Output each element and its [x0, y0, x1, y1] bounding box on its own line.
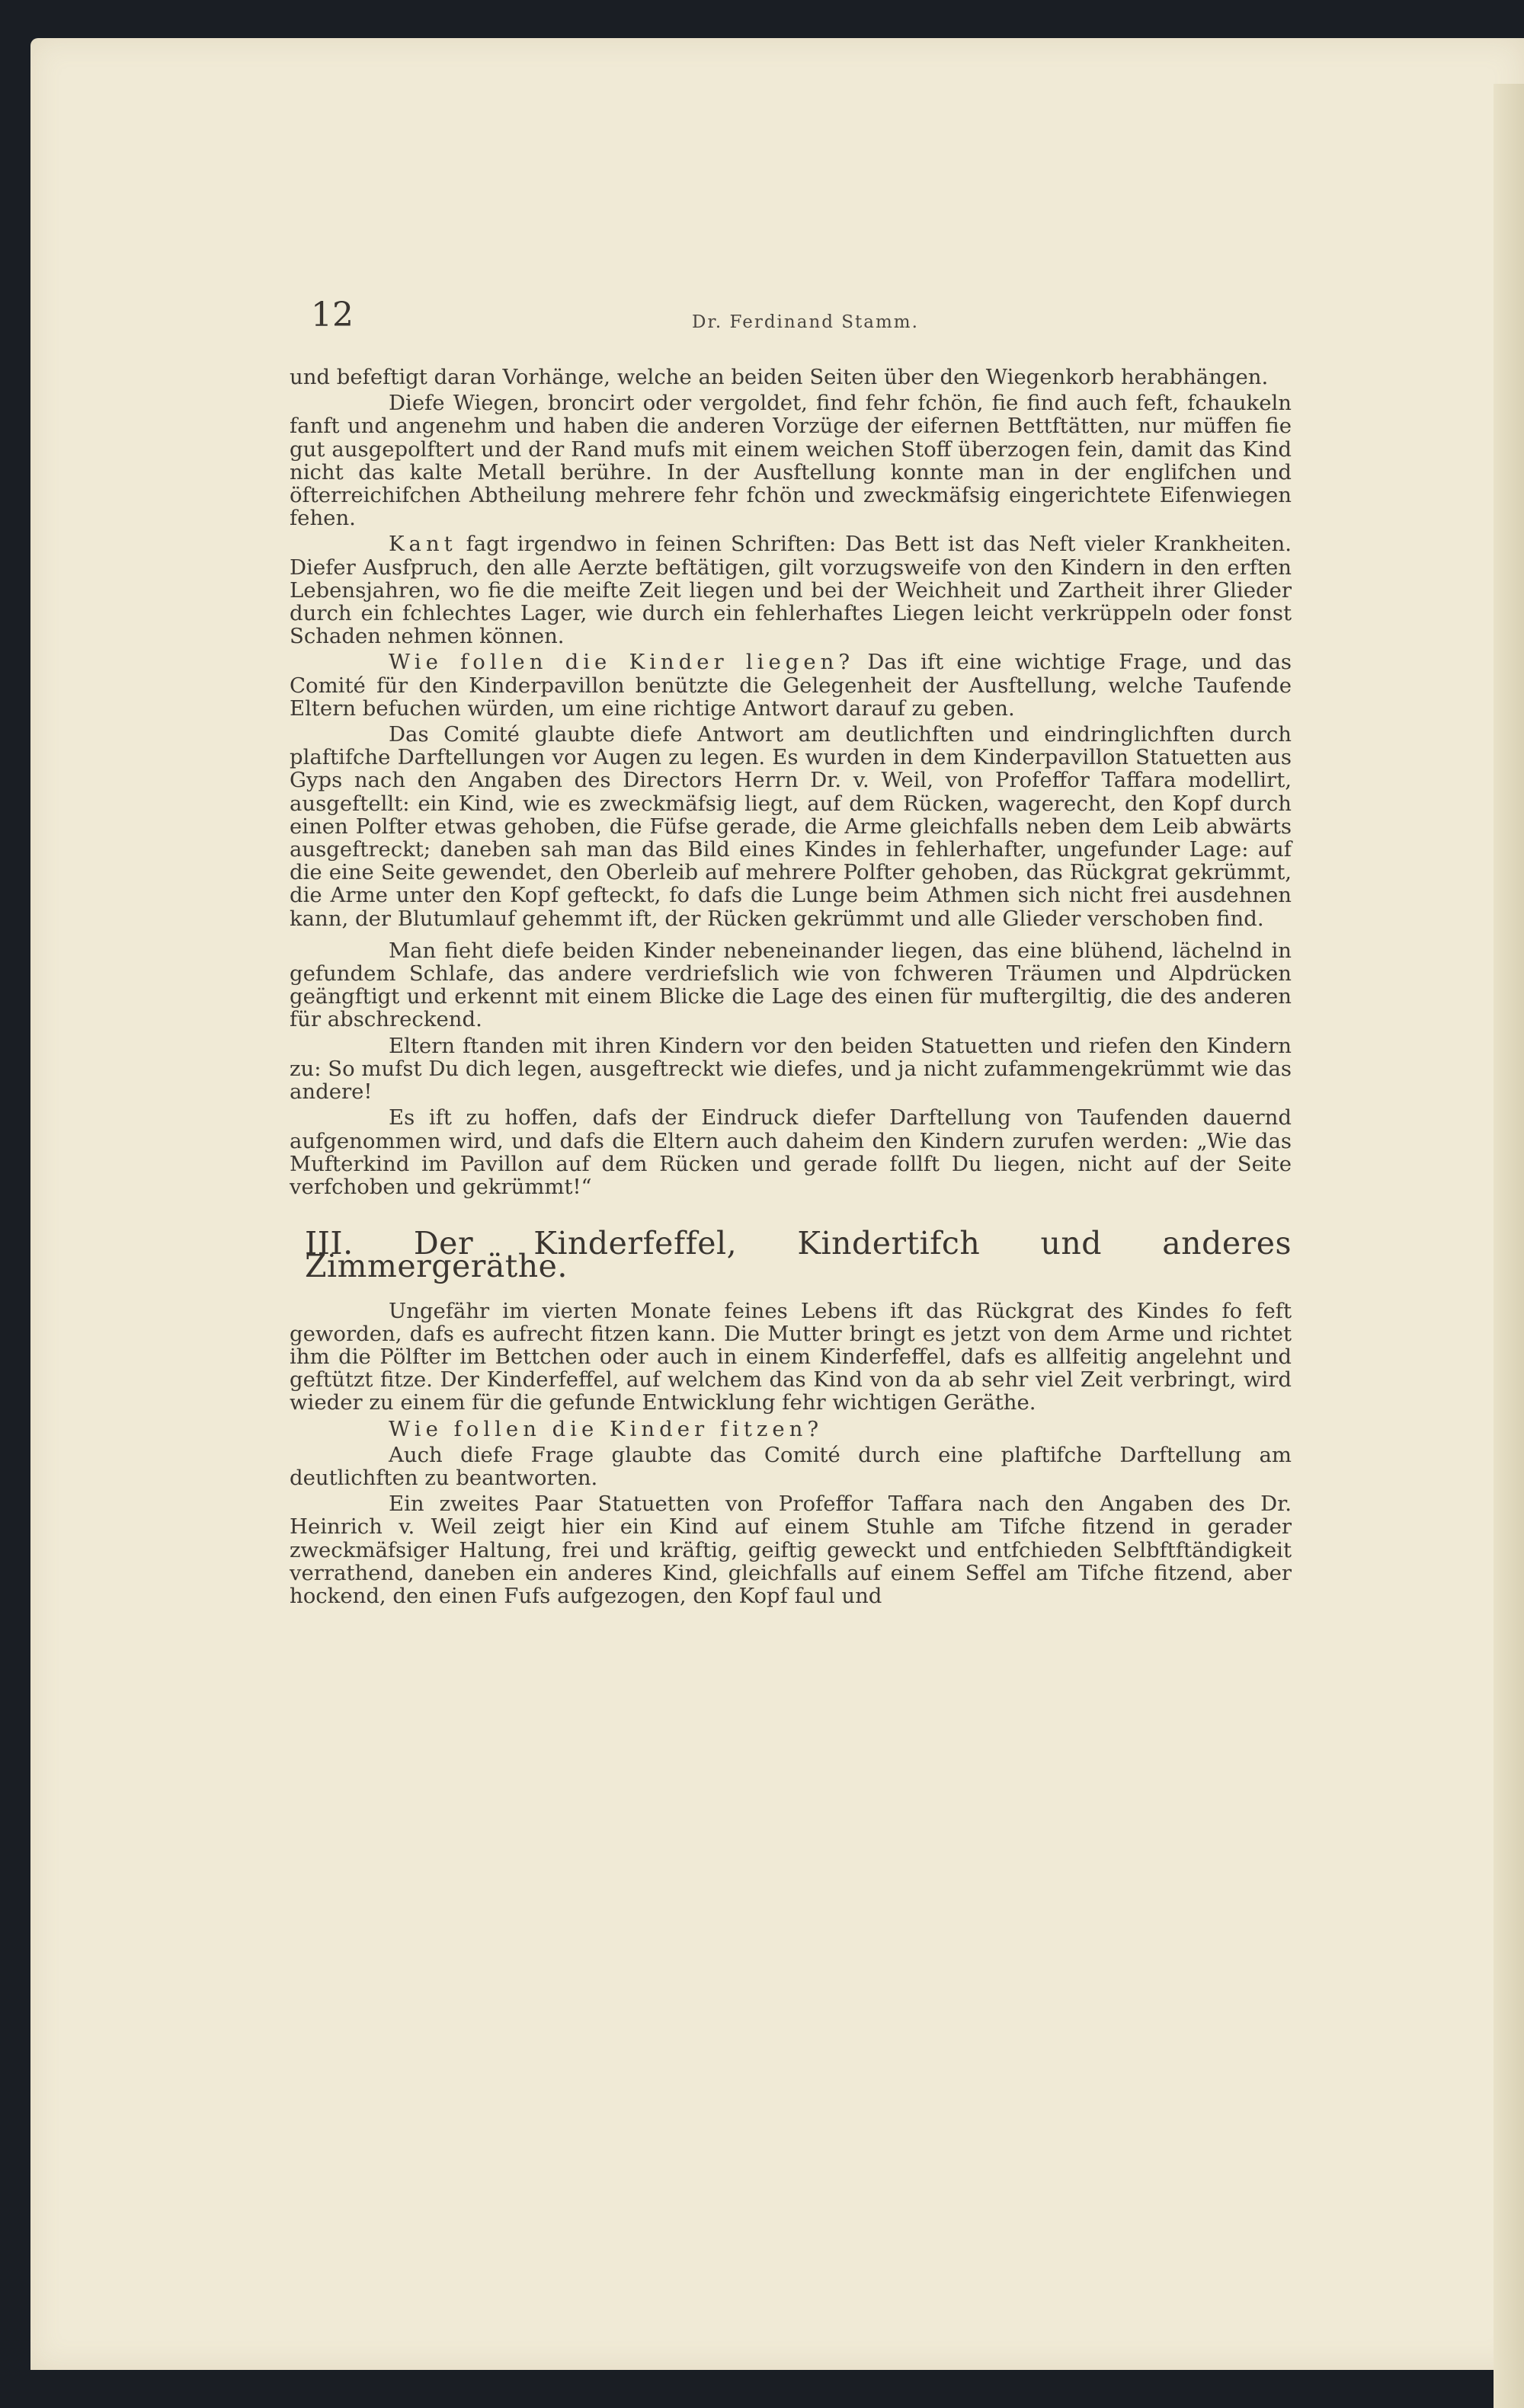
paragraph: Diefe Wiegen, broncirt oder vergoldet, find fehr fchön, fie find auch feft, fchaukeln fanft und angenehm und haben die anderen Vorzüge der eifernen Bettftätten, nur müffen fie gut ausgepolftert und der Rand mufs mit einem weichen Stoff überzogen fein, damit das Kind nicht das kalte Metall berühre. In der Ausftellung konnte man in der englifchen und öfterreichifchen Abtheilung mehrere fehr fchön und zweckmäfsig eingerichtete Eifenwiegen fehen. [290, 391, 1292, 531]
spaced-emphasis: Wie follen die Kinder liegen? [389, 650, 855, 675]
spaced-emphasis: Wie follen die Kinder fitzen? [389, 1416, 824, 1441]
page-edge [1494, 84, 1524, 2408]
paragraph: Auch diefe Frage glaubte das Comité durch eine plaftifche Darftellung am deutlichften zu beantworten. [290, 1442, 1292, 1490]
paragraph: und befeftigt daran Vorhänge, welche an beiden Seiten über den Wiegenkorb herabhängen. [290, 365, 1269, 389]
spaced-emphasis: Kant [389, 532, 457, 557]
body-text [290, 366, 1292, 1610]
paragraph: Ein zweites Paar Statuetten von Profeffor Taffara nach den Angaben des Dr. Heinrich v. Weil zeigt hier ein Kind auf einem Stuhle am Tifche fitzend in gerader zweckmäfsiger Haltung, frei und kräftig, geiftig geweckt und entfchieden Selbftftändigkeit verrathend, daneben ein anderes Kind, gleichfalls auf einem Seffel am Tifche fitzend, aber hockend, den einen Fufs aufgezogen, den Kopf faul und [290, 1492, 1292, 1608]
paragraph: Das Comité glaubte diefe Antwort am deutlichften und eindringlichften durch plaftifche Darftellungen vor Augen zu legen. Es wurden in dem Kinderpavillon Statuetten aus Gyps nach den Angaben des Directors Herrn Dr. v. Weil, von Profeffor Taffara modellirt, ausgeftellt: ein Kind, wie es zweckmäfsig liegt, auf dem Rücken, wagerecht, den Kopf durch einen Polfter etwas gehoben, die Füfse gerade, die Arme gleichfalls neben dem Leib abwärts ausgeftreckt; daneben sah man das Bild eines Kindes in fehlerhafter, ungefunder Lage: auf die eine Seite gewendet, den Oberleib auf mehrere Polfter gehoben, das Rückgrat gekrümmt, die Arme unter den Kopf gefteckt, fo dafs die Lunge beim Athmen sich nicht frei ausdehnen kann, der Blutumlauf gehemmt ift, der Rücken gekrümmt und alle Glieder verschoben find. [290, 722, 1292, 931]
paragraph [290, 1418, 1292, 1441]
paragraph: Ungefähr im vierten Monate feines Lebens ift das Rückgrat des Kindes fo feft geworden, dafs es aufrecht fitzen kann. Die Mutter bringt es jetzt von dem Arme und richtet ihm die Pölfter im Bettchen oder auch in einem Kinderfeffel, dafs es allfeitig angelehnt und geftützt fitze. Der Kinderfeffel, auf welchem das Kind von da ab sehr viel Zeit verbringt, wird wieder zu einem für die gefunde Entwicklung fehr wichtigen Geräthe. [290, 1298, 1292, 1415]
paragraph-text: fagt irgendwo in feinen Schriften: Das Bett ist das Neft vieler Krankheiten. Diefer Ausfpruch, den alle Aerzte beftätigen, gilt vorzugsweife von den Kindern in den erften Lebensjahren, wo fie die meifte Zeit liegen und bei der Weichheit und Zartheit ihrer Glieder durch ein fchlechtes Lager, wie durch ein fehlerhaftes Liegen leicht verkrüppeln oder fonst Schaden nehmen können. [290, 532, 1292, 649]
paragraph [290, 532, 1292, 648]
paragraph-text: Das ift eine wichtige Frage, und das Comité für den Kinderpavillon benützte die Gelegenheit der Ausftellung, welche Taufende Eltern befuchen würden, um eine richtige Antwort darauf zu geben. [290, 650, 1292, 721]
paragraph [290, 651, 1292, 720]
page-header [311, 296, 1301, 341]
paragraph: Es ift zu hoffen, dafs der Eindruck diefer Darftellung von Taufenden dauernd aufgenommen wird, und dafs die Eltern auch daheim den Kindern zurufen werden: „Wie das Mufterkind im Pavillon auf dem Rücken und gerade follft Du liegen, nicht auf der Seite verfchoben und gekrümmt!“ [290, 1105, 1292, 1199]
paragraph: Man fieht diefe beiden Kinder nebeneinander liegen, das eine blühend, lächelnd in gefundem Schlafe, das andere verdriefslich wie von fchweren Träumen und Alpdrücken geängftigt und erkennt mit einem Blicke die Lage des einen für muftergiltig, die des anderen für abschreckend. [290, 938, 1292, 1032]
paragraph: Eltern ftanden mit ihren Kindern vor den beiden Statuetten und riefen den Kindern zu: So mufst Du dich legen, ausgeftreckt wie diefes, und ja nicht zufammengekrümmt wie das andere! [290, 1033, 1292, 1105]
running-head: Dr. Ferdinand Stamm. [692, 312, 919, 332]
section-heading: III. Der Kinderfeffel, Kindertifch und anderes Zimmergeräthe. [305, 1225, 1292, 1285]
page-number: 12 [311, 296, 354, 334]
